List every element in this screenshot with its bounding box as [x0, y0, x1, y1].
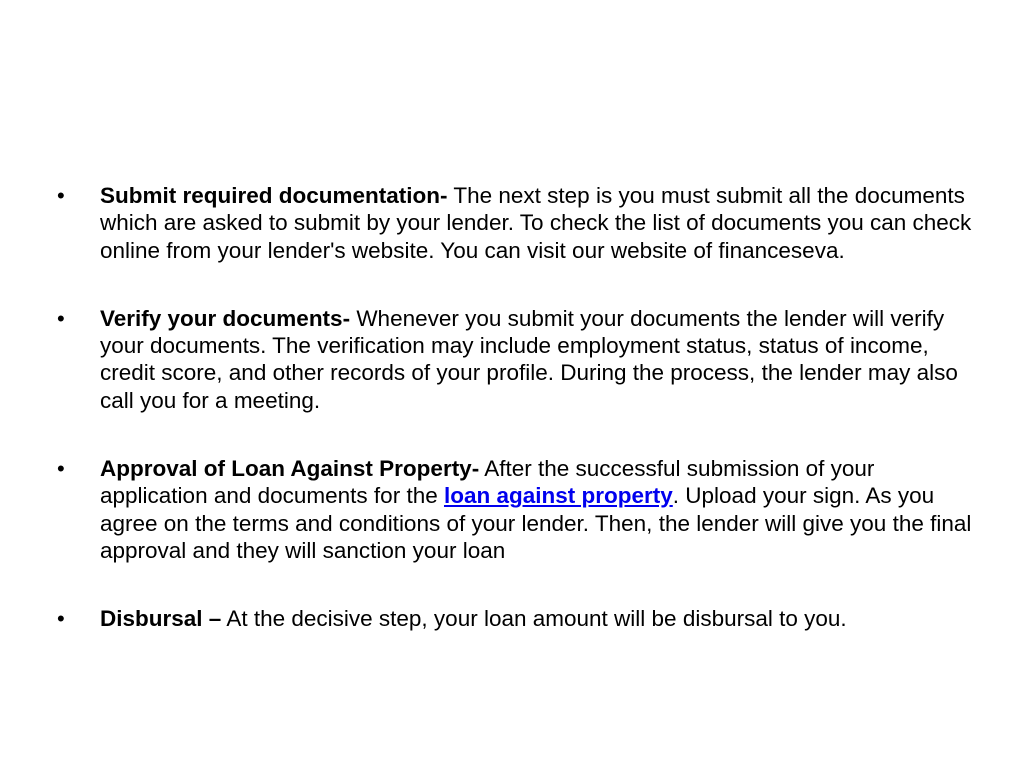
list-item-submit-documentation: [57, 182, 972, 264]
bullet-icon: •: [57, 305, 65, 331]
bullet-icon: •: [57, 456, 65, 482]
item-text: The next step is you must submit all the documents which are asked to submit by your lender. To check the list of documents you can check online from your lender's website. You can visit our website of financeseva.: [100, 183, 972, 263]
item-term: Disbursal –: [100, 606, 222, 632]
loan-against-property-link[interactable]: loan against property: [443, 483, 673, 509]
bullet-list: [57, 182, 972, 633]
item-term: Submit required documentation-: [100, 183, 448, 208]
item-text-before-link: After the successful submission of your application and documents for the: [100, 456, 875, 509]
item-term: Approval of Loan Against Property-: [100, 456, 480, 482]
item-text: At the decisive step, your loan amount will be disbursal to you.: [221, 606, 847, 632]
list-item-disbursal: [57, 605, 972, 632]
bullet-icon: •: [57, 183, 65, 208]
list-item-verify-documents: [57, 305, 972, 414]
item-text-after-link: . Upload your sign. As you agree on the terms and conditions of your lender. Then, the lender will give you the final approval and they will sanction your loan: [100, 483, 972, 563]
list-item-approval: [57, 455, 972, 564]
item-text: Whenever you submit your documents the lender will verify your documents. The verification may include employment status, status of income, credit score, and other records of your profile. During the process, the lender may also call you for a meeting.: [100, 305, 958, 413]
item-term: Verify your documents-: [100, 305, 351, 331]
bullet-icon: •: [57, 606, 65, 632]
